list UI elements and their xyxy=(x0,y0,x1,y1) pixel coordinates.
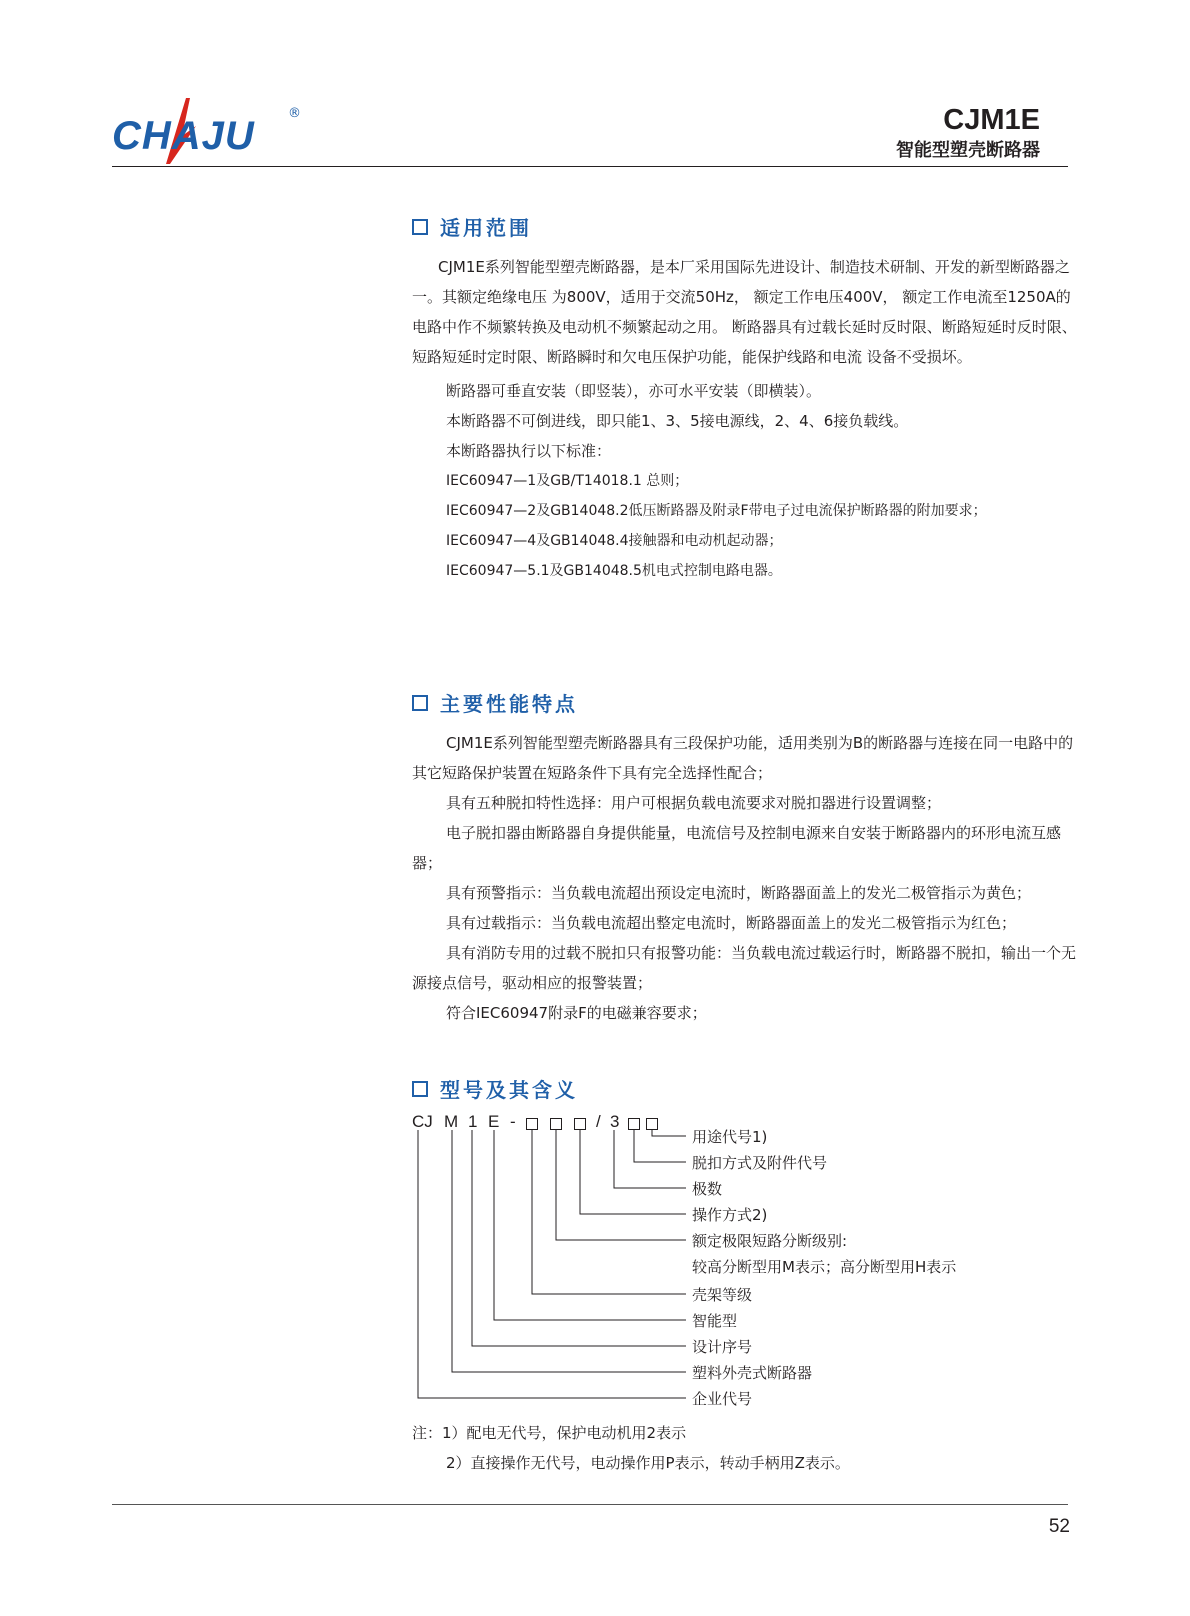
connector-company xyxy=(418,1130,686,1398)
scope-paragraph: CJM1E系列智能型塑壳断路器，是本厂采用国际先进设计、制造技术研制、开发的新型断路器之一。其额定绝缘电压 为800V，适用于交流50Hz， 额定工作电压400V， 额定工作电流至1250A的电路中作不频繁转换及电动机不频繁起动之用。 断路器具有过载长延时反时限、断路短延时反时限、短路短延时定时限、断路瞬时和欠电压保护功能，能保护线路和电流 设备不受损坏。 xyxy=(412,258,1077,366)
note-2: 2）直接操作无代号，电动操作用P表示，转动手柄用Z表示。 xyxy=(446,1454,850,1472)
feature-item: CJM1E系列智能型塑壳断路器具有三段保护功能，适用类别为B的断路器与连接在同一电路中的其它短路保护装置在短路条件下具有完全选择性配合； xyxy=(412,734,1074,782)
standard-line: IEC60947—4及GB14048.4接触器和电动机起动器； xyxy=(446,533,783,549)
label-design-serial: 设计序号 xyxy=(692,1338,753,1356)
scope-line: 本断路器执行以下标准： xyxy=(446,442,612,460)
features-body xyxy=(412,728,1082,1028)
brand-name: CHAJU xyxy=(112,114,255,158)
code-part-m: M xyxy=(444,1112,459,1131)
label-frame-grade: 壳架等级 xyxy=(692,1286,753,1304)
label-breaking-detail: 较高分断型用M表示；高分断型用H表示 xyxy=(692,1258,957,1276)
section-scope-heading xyxy=(412,212,532,241)
code-part-slash: / xyxy=(596,1112,601,1131)
footer-divider xyxy=(112,1504,1068,1505)
label-poles: 极数 xyxy=(692,1180,723,1198)
connector-release xyxy=(634,1130,686,1162)
connector-poles xyxy=(614,1130,686,1188)
section-title: 适用范围 xyxy=(440,216,532,240)
connector-usage xyxy=(652,1130,686,1136)
label-company-code: 企业代号 xyxy=(692,1390,753,1408)
scope-line: 断路器可垂直安装（即竖装），亦可水平安装（即横装）。 xyxy=(446,382,822,400)
connector-mcb xyxy=(452,1130,686,1372)
feature-item: 具有过载指示：当负载电流超出整定电流时，断路器面盖上的发光二极管指示为红色； xyxy=(446,914,1017,932)
scope-line: 本断路器不可倒进线，即只能1、3、5接电源线，2、4、6接负载线。 xyxy=(446,412,909,430)
section-title: 型号及其含义 xyxy=(440,1078,578,1102)
connector-breaking xyxy=(556,1130,686,1240)
standard-line: IEC60947—1及GB/T14018.1 总则； xyxy=(446,473,689,489)
feature-item: 符合IEC60947附录F的电磁兼容要求； xyxy=(446,1004,707,1022)
standard-line: IEC60947—5.1及GB14048.5机电式控制电路电器。 xyxy=(446,563,782,579)
feature-item: 电子脱扣器由断路器自身提供能量，电流信号及控制电源来自安装于断路器内的环形电流互感器； xyxy=(412,824,1062,872)
label-release-code: 脱扣方式及附件代号 xyxy=(692,1154,828,1172)
checkbox-square-icon xyxy=(412,695,428,711)
product-subtitle: 智能型塑壳断路器 xyxy=(896,140,1040,161)
note-1: 注：1）配电无代号，保护电动机用2表示 xyxy=(412,1424,687,1442)
code-part-cj: CJ xyxy=(412,1112,433,1131)
label-mccb: 塑料外壳式断路器 xyxy=(692,1364,813,1382)
feature-item: 具有预警指示：当负载电流超出预设定电流时，断路器面盖上的发光二极管指示为黄色； xyxy=(446,884,1032,902)
label-intelligent: 智能型 xyxy=(692,1312,738,1330)
connector-intelligent xyxy=(494,1130,686,1320)
scope-body xyxy=(412,252,1082,586)
label-usage-code: 用途代号1) xyxy=(692,1128,768,1146)
header-divider xyxy=(112,166,1068,167)
section-model-heading xyxy=(412,1074,578,1103)
connector-frame xyxy=(532,1130,686,1294)
label-operation: 操作方式2) xyxy=(692,1206,768,1224)
code-part-poles: 3 xyxy=(610,1112,620,1131)
connector-operation xyxy=(580,1130,686,1214)
feature-item: 具有五种脱扣特性选择：用户可根据负载电流要求对脱扣器进行设置调整； xyxy=(446,794,942,812)
feature-item: 具有消防专用的过载不脱扣只有报警功能：当负载电流过载运行时，断路器不脱扣，输出一个无源接点信号，驱动相应的报警装置； xyxy=(412,944,1077,992)
section-features-heading xyxy=(412,688,578,717)
model-code-connectors xyxy=(400,1126,690,1426)
label-breaking-level: 额定极限短路分断级别: xyxy=(692,1232,848,1250)
section-title: 主要性能特点 xyxy=(440,692,578,716)
standard-line: IEC60947—2及GB14048.2低压断路器及附录F带电子过电流保护断路器的附加要求； xyxy=(446,503,987,519)
registered-mark: ® xyxy=(288,106,301,121)
checkbox-square-icon xyxy=(412,1081,428,1097)
checkbox-square-icon xyxy=(412,219,428,235)
product-model: CJM1E xyxy=(943,104,1040,136)
code-part-e: E xyxy=(488,1112,500,1131)
page-number: 52 xyxy=(1048,1516,1070,1537)
code-part-1: 1 xyxy=(468,1112,478,1131)
brand-logo xyxy=(112,96,322,168)
code-part-dash: - xyxy=(510,1112,516,1131)
